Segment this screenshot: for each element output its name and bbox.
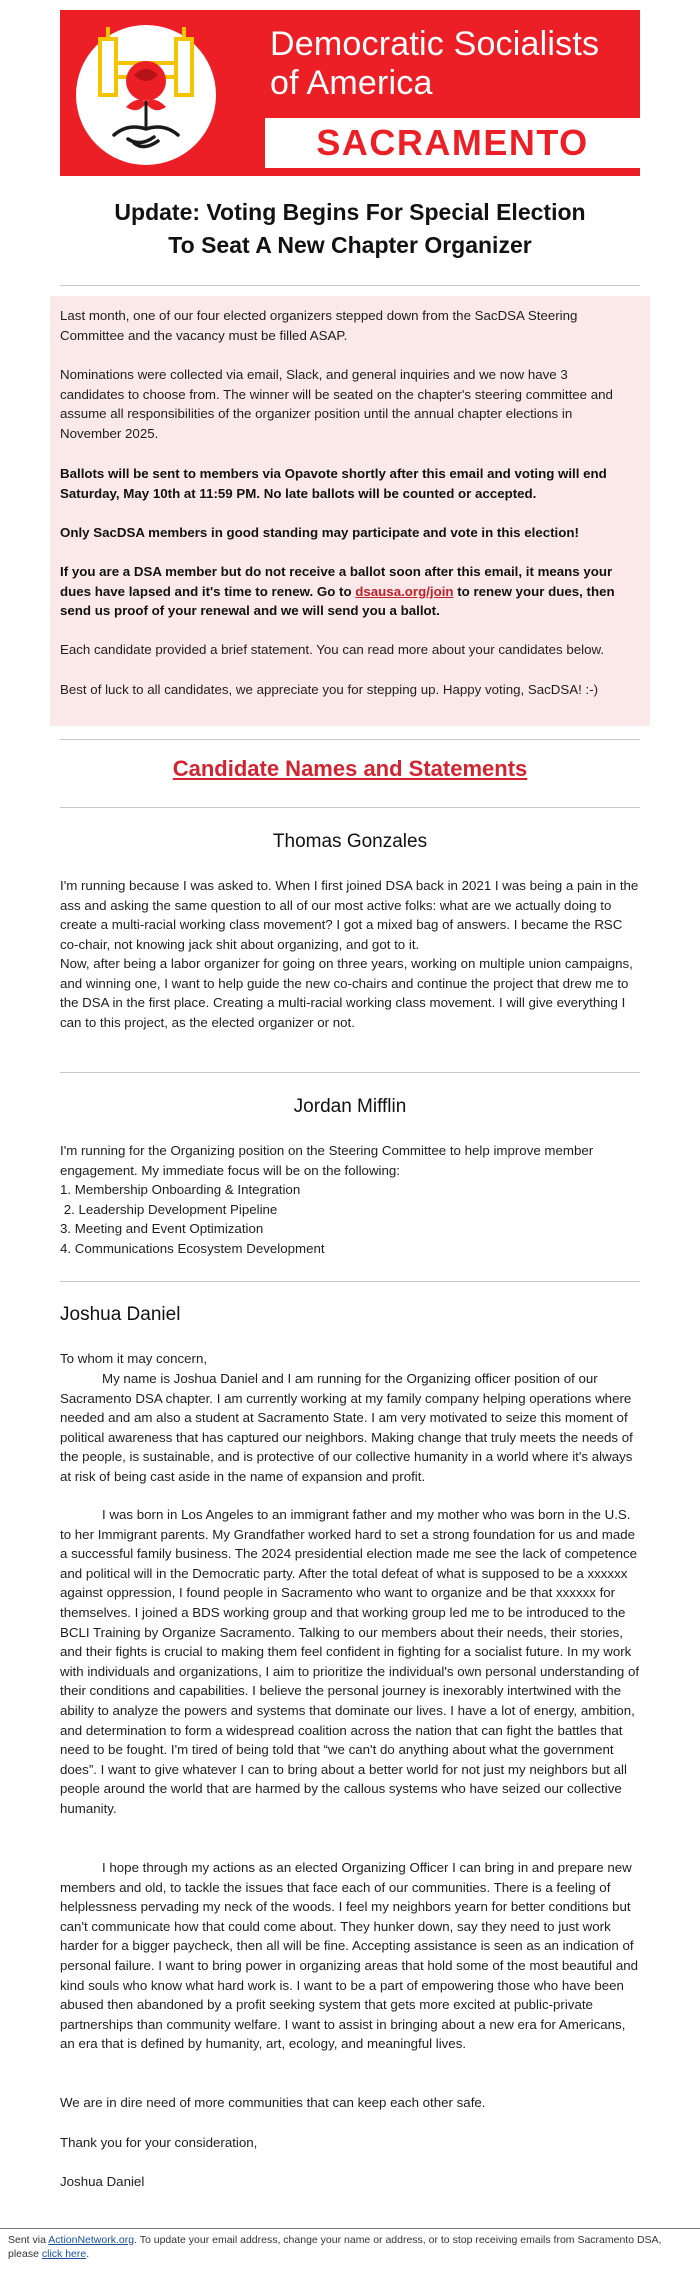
candidate-name-thomas: Thomas Gonzales [272, 831, 428, 852]
candidate-statement-joshua-5: Thank you for your consideration, [60, 2135, 258, 2150]
candidate-name-jordan: Jordan Mifflin [293, 1096, 407, 1117]
org-name-line2: of America [270, 64, 433, 102]
notice-paragraph-6: Each candidate provided a brief statement. You can read more about your candidates below. [60, 642, 605, 657]
renew-text-before: If you are a DSA member but do not receive a ballot soon after this email, it means your dues have lapsed and it's time to renew. Go to [60, 564, 613, 599]
divider [60, 739, 640, 740]
list-item: 3. Meeting and Event Optimization [60, 1221, 264, 1237]
list-item: 4. Communications Ecosystem Development [60, 1240, 325, 1256]
candidate-statement-joshua-4: We are in dire need of more communities that can keep each other safe. [60, 2095, 486, 2110]
unsubscribe-link[interactable]: click here [41, 2248, 87, 2260]
title-line1: Update: Voting Begins For Special Election [114, 199, 586, 225]
rose-and-handshake-logo [68, 15, 224, 171]
ballot-deadline-text: Ballots will be sent to members via Opavote shortly after this email and voting will end Saturday, May 10th at 11:59 PM. No late ballots will be counted or accepted. [60, 466, 607, 501]
footer: Sent via ActionNetwork.org. To update your email address, change your name or address, or to stop receiving emails from Sacramento DSA, please click here. [8, 2234, 662, 2260]
divider [60, 1281, 640, 1282]
section-title: Candidate Names and Statements [172, 756, 528, 781]
page-title [60, 196, 640, 262]
list-item: 1. Membership Onboarding & Integration [60, 1182, 301, 1197]
notice-paragraph-2: Nominations were collected via email, Slack, and general inquiries and we now have 3 candidates to choose from. The winner will be seated on the chapter's steering committee and assume all responsibilities of the organizer position until the annual chapter elections in November 2025. [60, 367, 613, 441]
jordan-focus-list [60, 1180, 640, 1258]
candidate-statement-joshua-1: My name is Joshua Daniel and I am running for the Organizing officer position of our Sacramento DSA chapter. I am currently working at my family company helping operations where needed and am also a student at Sacramento State. I am very motivated to seize this moment of political awareness that has captured our neighbors. Making change that truly meets the needs of the people, is sustainable, and is protective of our collective humanity in a world where it's always at risk of being cast aside in the name of expansion and profit. [60, 1371, 633, 1484]
footer-divider [0, 2228, 700, 2229]
candidate-signature-joshua: Joshua Daniel [60, 2174, 145, 2189]
candidate-statement-thomas-2: Now, after being a labor organizer for going on three years, working on multiple union campaigns, and winning one, I want to help guide the new co-chairs and continue the project that drew me to the DSA in the first place. Creating a multi-racial working class movement. I will give everything I can to this project, as the elected organizer or not. [60, 956, 633, 1030]
list-item: 2. Leadership Development Pipeline [60, 1201, 278, 1217]
notice-paragraph-7: Best of luck to all candidates, we appreciate you for stepping up. Happy voting, SacDSA! :-) [60, 682, 599, 697]
notice-paragraph-5 [60, 562, 635, 621]
notice-box [50, 296, 650, 726]
candidate-name-joshua: Joshua Daniel [60, 1304, 181, 1325]
divider [60, 285, 640, 286]
divider [60, 1072, 640, 1073]
city-bar [265, 118, 640, 168]
dsausa-join-link[interactable]: dsausa.org/join [355, 583, 454, 599]
divider [60, 807, 640, 808]
header-banner [60, 10, 640, 176]
candidate-statement-joshua-2: I was born in Los Angeles to an immigrant father and my mother who was born in the U.S. to her Immigrant parents. My Grandfather worked hard to set a strong foundation for us and made a successful family business. The 2024 presidential election made me see the lack of competence and political will in the Democratic party. After the total defeat of what is supposed to be a xxxxxx against oppression, I found people in Sacramento who want to organize and be that xxxxxx for themselves. I joined a BDS working group and that working group led me to be introduced to the BCLI Training by Organize Sacramento. Talking to our members about their needs, their stories, and their fights is crucial to making them feel confident in fighting for a socialist future. In my work with individuals and organizations, I aim to prioritize the individual's own personal understanding of their conditions and capabilities. I believe the personal journey is inexorably intertwined with the ability to analyze the powers and systems that dominate our lives. I have a lot of energy, ambition, and determination to form a widespread coalition across the nation that can fight the battles that need to be fought. I'm tired of being told that “we can't do anything about what the government does”. I want to give whatever I can to bring about a better world for not just my neighbors but all people around the world that are harmed by the callous systems who have seized our collective humanity. [60, 1507, 640, 1816]
renew-text-after: to renew your dues, then send us proof of your renewal and we will send you a ballot. [60, 583, 615, 619]
eligibility-text: Only SacDSA members in good standing may participate and vote in this election! [60, 525, 579, 540]
city-name: SACRAMENTO [316, 122, 589, 163]
notice-paragraph-1: Last month, one of our four elected organizers stepped down from the SacDSA Steering Committee and the vacancy must be filled ASAP. [60, 308, 578, 343]
candidate-statement-thomas-1: I'm running because I was asked to. When I first joined DSA back in 2021 I was being a pain in the ass and asking the same question to all of our most active folks: what are we actually doing to create a multi-racial working class movement? I got a mixed bag of answers. I became the RSC co-chair, not knowing jack shit about organizing, and got to it. [60, 878, 639, 952]
candidate-statement-joshua-3: I hope through my actions as an elected Organizing Officer I can bring in and prepare new members and old, to tackle the issues that face each of our communities. There is a feeling of helplessness pervading my neck of the woods. I feel my neighbors yearn for better conditions but can't communicate how that could come about. They hunker down, say they need to just work harder for a bigger paycheck, then all will be fine. Accepting assistance is seen as an indication of personal failure. I want to bring power in organizing areas that hold some of the most beautiful and kind souls who know what hard work is. I want to be a part of empowering those who have been abused then abandoned by a profit seeking system that gets more excited at public-private partnerships than community welfare. I want to assist in bringing about a new era for Americans, an era that is defined by humanity, art, ecology, and meaningful lives. [60, 1860, 639, 2052]
candidate-statement-jordan-intro: I'm running for the Organizing position on the Steering Committee to help improve member engagement. My immediate focus will be on the following: [60, 1143, 594, 1178]
joshua-salutation: To whom it may concern, [60, 1351, 208, 1366]
actionnetwork-link[interactable]: ActionNetwork.org [48, 2234, 135, 2246]
notice-paragraph-3 [60, 464, 635, 503]
title-line2: To Seat A New Chapter Organizer [168, 232, 532, 258]
org-name-line1: Democratic Socialists [270, 25, 600, 63]
notice-paragraph-4 [60, 523, 635, 543]
